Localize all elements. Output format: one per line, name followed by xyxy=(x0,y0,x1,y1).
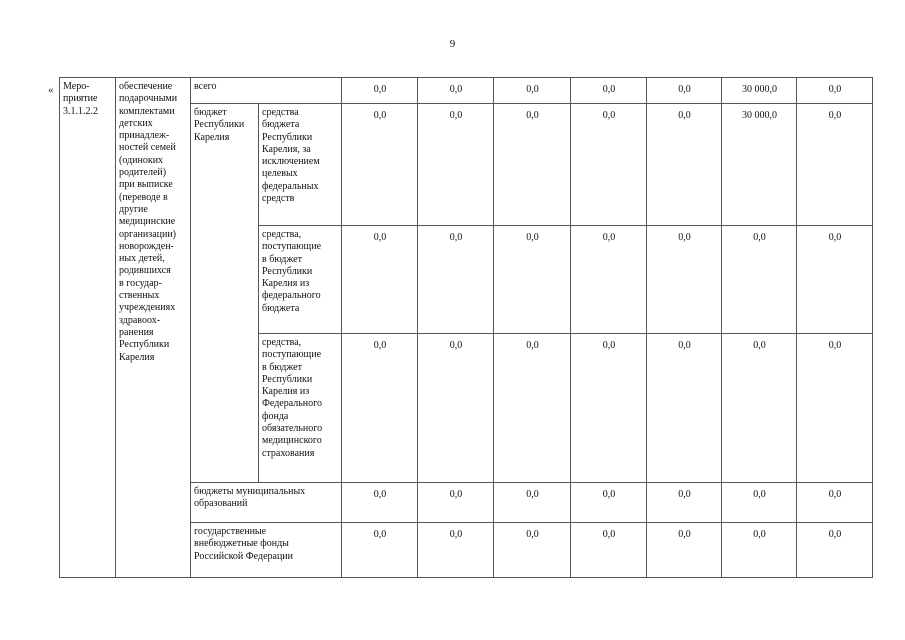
value-cell: 0,0 xyxy=(647,78,722,104)
source-label: средства, поступающие в бюджет Республики Карелия из федерального бюджета xyxy=(262,229,322,314)
source-label-cell xyxy=(259,334,342,483)
value-cell: 0,0 xyxy=(647,334,722,483)
measure-id: Меро- приятие 3.1.1.2.2 xyxy=(63,81,98,117)
value-cell: 0,0 xyxy=(797,523,873,578)
source-label: всего xyxy=(194,81,217,92)
value-cell: 0,0 xyxy=(418,483,494,523)
value-cell: 0,0 xyxy=(571,104,647,226)
value-cell: 0,0 xyxy=(571,226,647,334)
value-cell: 0,0 xyxy=(494,226,571,334)
opening-quote-mark: « xyxy=(48,84,54,96)
table-row xyxy=(60,78,873,104)
value-cell: 0,0 xyxy=(647,104,722,226)
value-cell: 0,0 xyxy=(647,523,722,578)
value-cell: 0,0 xyxy=(494,104,571,226)
value-cell: 0,0 xyxy=(342,523,418,578)
value-cell: 0,0 xyxy=(342,104,418,226)
measure-description: обеспечение подарочными комплектами детских принадлеж- ностей семей (одиноких родителей) при выписке (переводе в другие медицинские организации) новорожден- ных детей, родившихся в государ- ственных учреждениях здравоох- ранения Республики Карелия xyxy=(119,81,178,363)
measure-id-cell xyxy=(60,78,116,578)
value-cell: 0,0 xyxy=(418,523,494,578)
value-cell: 0,0 xyxy=(797,104,873,226)
value-cell: 0,0 xyxy=(571,334,647,483)
value-cell: 0,0 xyxy=(647,226,722,334)
value-cell: 0,0 xyxy=(571,523,647,578)
value-cell: 0,0 xyxy=(797,78,873,104)
source-label: бюджеты муниципальных образований xyxy=(194,486,306,510)
value-cell: 0,0 xyxy=(494,523,571,578)
value-cell: 0,0 xyxy=(494,483,571,523)
source-label-cell xyxy=(191,523,342,578)
source-label-cell xyxy=(191,483,342,523)
value-cell: 0,0 xyxy=(418,104,494,226)
source-label: средства бюджета Республики Карелия, за исключением целевых федеральных средств xyxy=(262,107,320,205)
value-cell: 0,0 xyxy=(418,78,494,104)
value-cell: 0,0 xyxy=(494,334,571,483)
value-cell: 0,0 xyxy=(647,483,722,523)
value-cell: 0,0 xyxy=(722,483,797,523)
value-cell: 0,0 xyxy=(797,334,873,483)
source-label-cell xyxy=(259,104,342,226)
value-cell: 0,0 xyxy=(418,226,494,334)
value-cell: 0,0 xyxy=(342,78,418,104)
value-cell: 0,0 xyxy=(797,226,873,334)
source-label-cell xyxy=(191,78,342,104)
value-cell: 30 000,0 xyxy=(722,104,797,226)
value-cell: 0,0 xyxy=(342,334,418,483)
value-cell: 30 000,0 xyxy=(722,78,797,104)
source-group-cell xyxy=(191,104,259,483)
value-cell: 0,0 xyxy=(571,78,647,104)
funding-table xyxy=(59,77,873,578)
value-cell: 0,0 xyxy=(342,226,418,334)
value-cell: 0,0 xyxy=(722,226,797,334)
value-cell: 0,0 xyxy=(494,78,571,104)
value-cell: 0,0 xyxy=(342,483,418,523)
value-cell: 0,0 xyxy=(797,483,873,523)
source-label: государственные внебюджетные фонды Российской Федерации xyxy=(194,526,294,562)
value-cell: 0,0 xyxy=(722,334,797,483)
value-cell: 0,0 xyxy=(571,483,647,523)
value-cell: 0,0 xyxy=(418,334,494,483)
source-label: средства, поступающие в бюджет Республики Карелия из Федерального фонда обязательного медицинского страхования xyxy=(262,337,323,459)
value-cell: 0,0 xyxy=(722,523,797,578)
page-number: 9 xyxy=(449,38,456,50)
source-group-label: бюджет Республики Карелия xyxy=(194,107,245,143)
measure-description-cell xyxy=(116,78,191,578)
source-label-cell xyxy=(259,226,342,334)
